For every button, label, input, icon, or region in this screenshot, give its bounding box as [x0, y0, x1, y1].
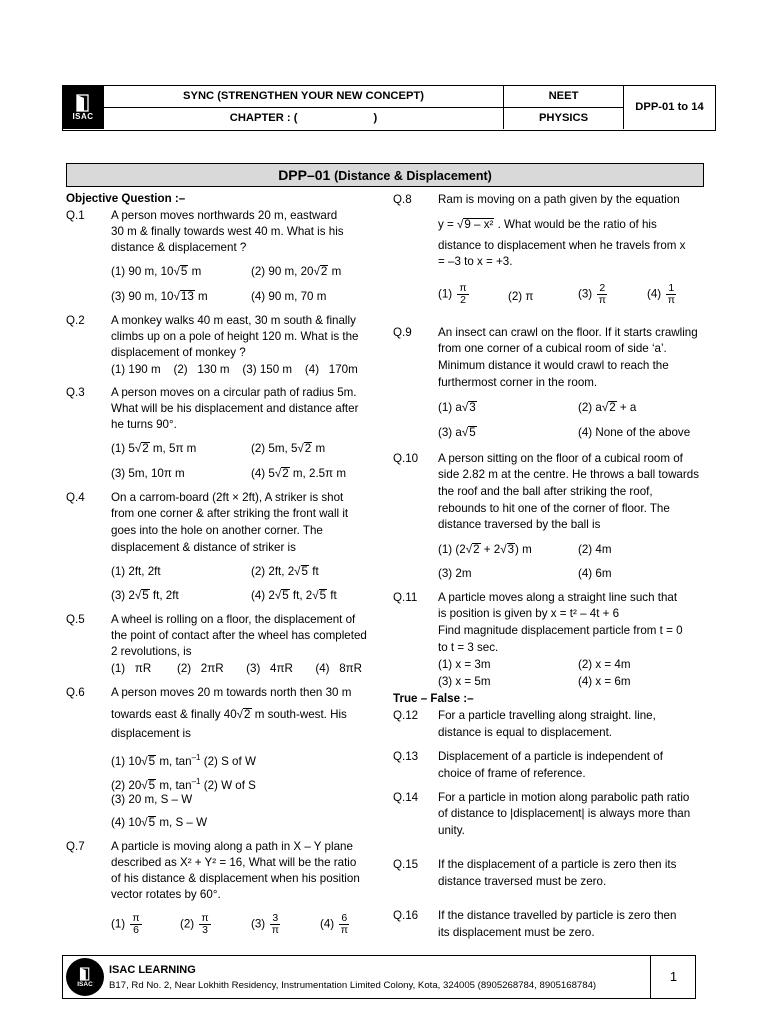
q2-line-1: A monkey walks 40 m east, 30 m south & finally	[111, 314, 356, 327]
q8-line-1: Ram is moving on a path given by the equation	[438, 193, 680, 206]
q4-option-2: (2) 2ft, 2√5 ft	[251, 565, 319, 578]
q9-option-1: (1) a√3	[438, 401, 476, 414]
q13-line-1: Displacement of a particle is independent of	[438, 750, 663, 763]
q11-option-3: (3) x = 5m	[438, 675, 491, 688]
q6-option-1: (1) 10√5 m, $\tan^{-1} (2)$ S of W	[111, 753, 256, 768]
q3-line-1: A person moves on a circular path of radius 5m.	[111, 386, 357, 399]
q6-line-3: displacement is	[111, 727, 191, 740]
q4-option-1: (1) 2ft, 2ft	[111, 565, 161, 578]
q12-line-1: For a particle travelling along straight. line,	[438, 709, 656, 722]
page-number: 1	[669, 969, 678, 984]
q6-option-3: (3) 20 m, S – W	[111, 793, 193, 806]
q16-line-2: its displacement must be zero.	[438, 926, 595, 939]
q10-line-1: A person sitting on the floor of a cubical room of	[438, 452, 683, 465]
q8-line-4: = –3 to x = +3.	[438, 255, 513, 268]
footer-org: ISAC LEARNING	[109, 964, 196, 976]
q10-option-2: (2) 4m	[578, 543, 612, 556]
q7-line-3: of his distance & displacement when his position	[111, 872, 360, 885]
q8-option-2: (2) π	[508, 290, 534, 303]
q9-option-2: (2) a√2 + a	[578, 401, 637, 414]
q14-line-3: unity.	[438, 824, 465, 837]
q6-number: Q.6	[66, 686, 85, 699]
q1-number: Q.1	[66, 209, 85, 222]
q8-option-1: (1) $\frac{\pi}{2}$	[438, 282, 467, 306]
q8-line-3: distance to displacement when he travels from x	[438, 239, 686, 252]
q6-line-1: A person moves 20 m towards north then 30 m	[111, 686, 352, 699]
q7-option-3: (3) $\frac{3}{\pi}$	[251, 912, 279, 936]
banner-title: DPP–01	[278, 167, 331, 183]
header-table	[62, 85, 716, 131]
subject-cell: PHYSICS	[503, 108, 623, 129]
q5-options: (1) πR (2) 2πR (3) 4πR (4) 8πR	[111, 662, 363, 675]
q12-number: Q.12	[393, 709, 419, 722]
q11-line-1: A particle moves along a straight line such that	[438, 591, 678, 604]
q11-line-2: is position is given by x = t² – 4t + 6	[438, 607, 620, 620]
q16-line-1: If the distance travelled by particle is zero then	[438, 909, 677, 922]
door-icon	[75, 94, 91, 112]
q7-line-1: A particle is moving along a path in X – Y plane	[111, 840, 353, 853]
q14-line-1: For a particle in motion along parabolic path ratio	[438, 791, 690, 804]
q3-number: Q.3	[66, 386, 85, 399]
q13-line-2: choice of frame of reference.	[438, 767, 586, 780]
q4-line-3: goes into the hole on another corner. The	[111, 524, 323, 537]
q4-line-2: from one corner & after striking the front wall it	[111, 507, 349, 520]
q14-line-2: of distance to |displacement| is always more than	[438, 807, 691, 820]
q7-option-2: (2) $\frac{\pi}{3}$	[180, 912, 209, 936]
q3-option-4: (4) 5√2 m, 2.5π m	[251, 467, 346, 480]
q10-line-5: distance traversed by the ball is	[438, 518, 601, 531]
q10-option-4: (4) 6m	[578, 567, 612, 580]
q6-line-2: towards east & finally 40√2 m south-west. His	[111, 708, 347, 721]
q2-line-2: climbs up on a pole of height 120 m. What is the	[111, 330, 359, 343]
q15-line-2: distance traversed must be zero.	[438, 875, 607, 888]
q4-number: Q.4	[66, 491, 85, 504]
q1-line-3: distance & displacement ?	[111, 241, 247, 254]
q10-line-2: side 2.82 m at the centre. He throws a ball towards	[438, 468, 699, 481]
q2-line-3: displacement of monkey ?	[111, 346, 246, 359]
page-number-box	[650, 955, 696, 999]
q11-line-4: to t = 3 sec.	[438, 641, 499, 654]
q1-option-3: (3) 90 m, 10√13 m	[111, 290, 208, 303]
chapter-label: CHAPTER : ( )	[103, 108, 503, 129]
q1-option-1: (1) 90 m, 10√5 m	[111, 265, 202, 278]
q9-line-3: Minimum distance it would crawl to reach the	[438, 359, 669, 372]
q15-line-1: If the displacement of a particle is zero then its	[438, 858, 677, 871]
q3-option-3: (3) 5m, 10π m	[111, 467, 185, 480]
q15-number: Q.15	[393, 858, 419, 871]
q5-line-3: 2 revolutions, is	[111, 645, 192, 658]
exam-cell: NEET	[503, 86, 623, 108]
q11-option-1: (1) x = 3m	[438, 658, 491, 671]
q9-option-3: (3) a√5	[438, 426, 476, 439]
dpp-range-cell: DPP-01 to 14	[623, 86, 715, 129]
q1-option-4: (4) 90 m, 70 m	[251, 290, 327, 303]
q12-line-2: distance is equal to displacement.	[438, 726, 613, 739]
q8-number: Q.8	[393, 193, 412, 206]
q4-option-4: (4) 2√5 ft, 2√5 ft	[251, 589, 337, 602]
isac-logo: ISAC	[63, 86, 103, 129]
footer-logo: ISAC	[66, 958, 104, 996]
q10-option-3: (3) 2m	[438, 567, 472, 580]
sync-title: SYNC (STRENGTHEN YOUR NEW CONCEPT)	[103, 86, 503, 108]
q16-number: Q.16	[393, 909, 419, 922]
q6-option-4: (4) 10√5 m, S – W	[111, 816, 208, 829]
q2-number: Q.2	[66, 314, 85, 327]
q11-option-4: (4) x = 6m	[578, 675, 631, 688]
section-true-false: True – False :–	[393, 692, 474, 705]
q14-number: Q.14	[393, 791, 419, 804]
q7-number: Q.7	[66, 840, 85, 853]
q4-line-4: displacement & distance of striker is	[111, 541, 296, 554]
q9-option-4: (4) None of the above	[578, 426, 691, 439]
q11-number: Q.11	[393, 591, 418, 604]
q8-option-4: (4) $\frac{1}{\pi}$	[647, 282, 675, 306]
q10-line-3: the roof and the ball after striking the roof,	[438, 485, 653, 498]
q11-option-2: (2) x = 4m	[578, 658, 631, 671]
q9-line-4: furthermost corner in the room.	[438, 376, 598, 389]
q4-option-3: (3) 2√5 ft, 2ft	[111, 589, 179, 602]
q7-option-4: (4) $\frac{6}{\pi}$	[320, 912, 348, 936]
q7-line-4: vector rotates by 60°.	[111, 888, 221, 901]
banner-subtitle: (Distance & Displacement)	[334, 169, 492, 183]
dpp-banner	[66, 163, 704, 187]
section-objective: Objective Question :–	[66, 192, 186, 205]
q13-number: Q.13	[393, 750, 419, 763]
q1-option-2: (2) 90 m, 20√2 m	[251, 265, 342, 278]
q4-line-1: On a carrom-board (2ft × 2ft), A striker is shot	[111, 491, 344, 504]
footer-address: B17, Rd No. 2, Near Lokhith Residency, Instrumentation Limited Colony, Kota, 324005 (8905268784, 8905168784)	[109, 980, 597, 991]
q5-line-1: A wheel is rolling on a floor, the displacement of	[111, 613, 356, 626]
q9-number: Q.9	[393, 326, 412, 339]
q2-options: (1) 190 m (2) 130 m (3) 150 m (4) 170m	[111, 363, 358, 376]
q10-option-1: (1) (2√2 + 2√3) m	[438, 543, 532, 556]
q11-line-3: Find magnitude displacement particle from t = 0	[438, 624, 683, 637]
q6-option-2: (2) 20√5 m, $\tan^{-1} (2)$ W of S	[111, 777, 256, 792]
q7-line-2: described as X² + Y² = 16, What will be the ratio	[111, 856, 357, 869]
q5-line-2: the point of contact after the wheel has completed	[111, 629, 367, 642]
q3-option-1: (1) 5√2 m, 5π m	[111, 442, 197, 455]
q8-option-3: (3) $\frac{2}{\pi}$	[578, 282, 606, 306]
footer	[62, 955, 696, 999]
q3-line-2: What will be his displacement and distance after	[111, 402, 359, 415]
q5-number: Q.5	[66, 613, 85, 626]
door-icon	[79, 967, 91, 981]
q8-line-2: y = √9 – x² . What would be the ratio of his	[438, 218, 657, 231]
q1-line-1: A person moves northwards 20 m, eastward	[111, 209, 338, 222]
q10-line-4: rebounds to hit one of the corner of floor. The	[438, 502, 670, 515]
q7-option-1: (1) $\frac{\pi}{6}$	[111, 912, 140, 936]
q1-line-2: 30 m & finally towards west 40 m. What is his	[111, 225, 344, 238]
q10-number: Q.10	[393, 452, 419, 465]
q3-option-2: (2) 5m, 5√2 m	[251, 442, 326, 455]
q9-line-2: from one corner of a cubical room of side ‘a’.	[438, 342, 667, 355]
q3-line-3: he turns 90°.	[111, 418, 177, 431]
q9-line-1: An insect can crawl on the floor. If it starts crawling	[438, 326, 698, 339]
